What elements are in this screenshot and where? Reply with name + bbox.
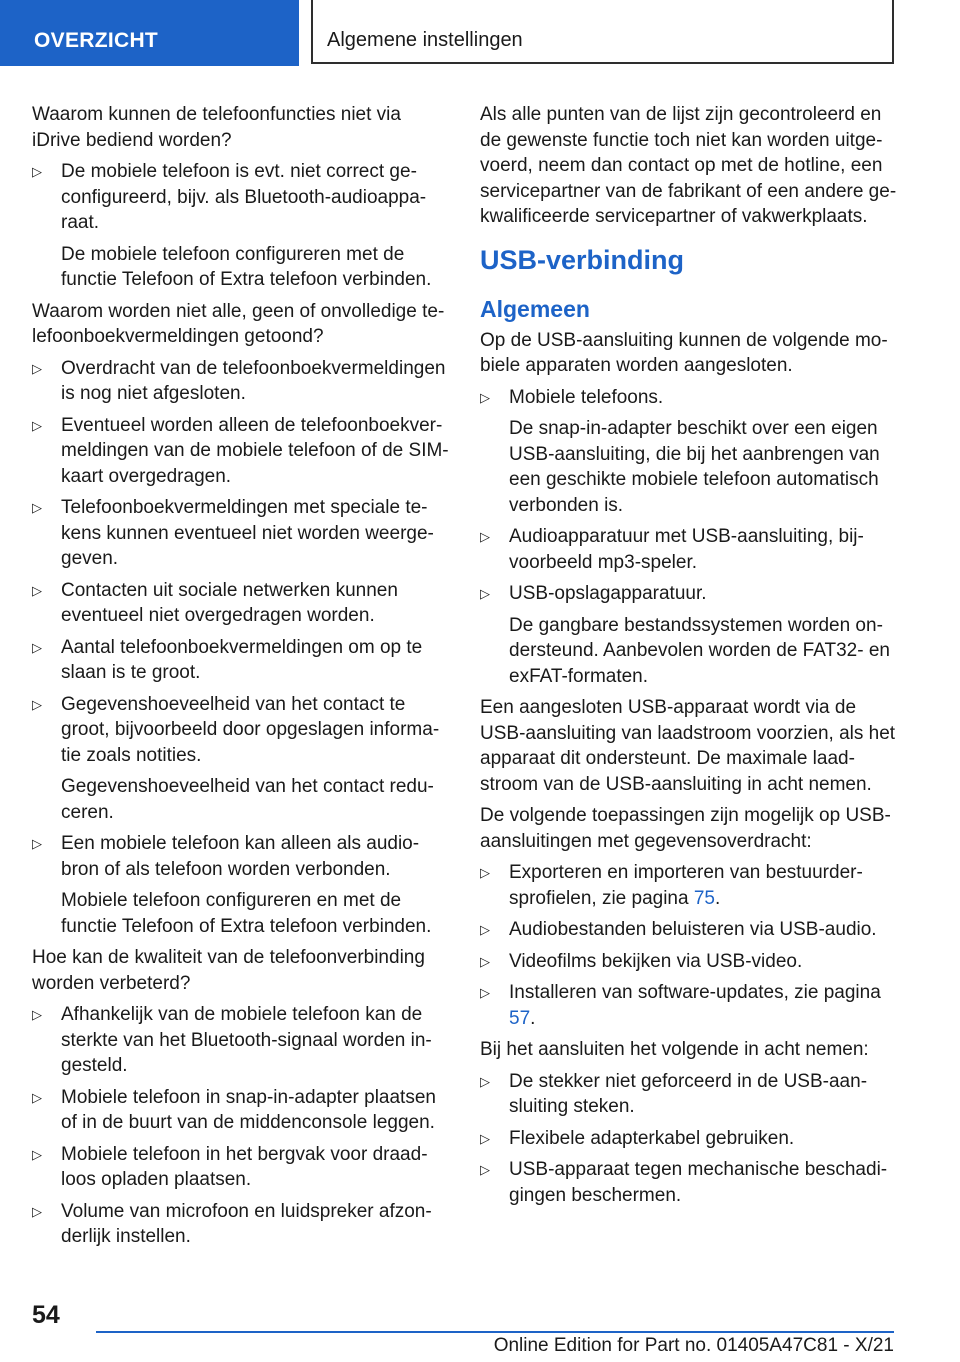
triangle-bullet-icon: ▷ [32, 1089, 42, 1105]
list-item [32, 495, 450, 572]
triangle-bullet-icon: ▷ [32, 639, 42, 655]
header-chapter-label: Algemene instellingen [327, 29, 523, 51]
list-item [480, 980, 898, 1031]
list-item [32, 159, 450, 236]
triangle-bullet-icon: ▷ [480, 586, 490, 601]
list-item-text: Mobiele telefoon in snap-in-adapter plaatsen of in de buurt van de middenconsole leggen. [61, 1086, 436, 1133]
q1-list [32, 159, 450, 293]
question-connection-quality: Hoe kan de kwaliteit van de telefoonverbinding worden verbeterd? [32, 947, 425, 994]
triangle-bullet-icon: ▷ [32, 696, 42, 712]
page-reference-link[interactable]: 57 [509, 1007, 531, 1029]
triangle-bullet-icon: ▷ [480, 529, 490, 544]
triangle-bullet-icon: ▷ [32, 836, 42, 851]
triangle-bullet-icon: ▷ [32, 1007, 42, 1022]
intro-paragraph: Als alle punten van de lijst zijn gecontroleerd en de gewenste functie toch niet kan worden uitgevoerd, neem dan contact op met de hotline, een servicepartner van de fabrikant of een andere gekwalificeerde servicepartner of vakwerkplaats. [480, 104, 897, 227]
question-phonebook: Waarom worden niet alle, geen of onvolledige telefoonboekvermeldingen getoond? [32, 300, 445, 347]
q2-list [32, 356, 450, 940]
usb-devices-paragraph: Op de USB-aansluiting kunnen de volgende mobiele apparaten worden aangesloten. [480, 329, 888, 376]
charging-paragraph: Een aangesloten USB-apparaat wordt via de USB-aansluiting van laadstroom voorzien, als het apparaat dit ondersteunt. De maximale laadstroom van de USB-aansluiting in acht nemen. [480, 697, 896, 795]
triangle-bullet-icon: ▷ [480, 953, 490, 969]
list-item-text: Installeren van software-updates, zie pagina [509, 982, 881, 1003]
list-item-text: Overdracht van de telefoonboekvermeldingen is nog niet afgesloten. [61, 357, 446, 404]
list-item [32, 1142, 450, 1193]
question-phone-functions: Waarom kunnen de telefoonfuncties niet via iDrive bediend worden? [32, 104, 401, 151]
list-item-punctuation: . [530, 1007, 536, 1029]
triangle-bullet-icon: ▷ [32, 360, 42, 376]
list-item-text: Exporteren en importeren van bestuurdersprofielen, zie pagina [509, 862, 863, 909]
usb-devices-list [480, 385, 898, 690]
triangle-bullet-icon: ▷ [32, 500, 42, 515]
list-item [480, 917, 898, 943]
heading-usb-connection: USB-verbinding [480, 244, 685, 275]
list-item-subtext: Gegevenshoeveelheid van het contact reduceren. [61, 776, 434, 823]
list-item-text: Gegevenshoeveelheid van het contact te groot, bijvoorbeeld door opgeslagen informatie zoals notities. [61, 693, 440, 766]
footer-edition: Online Edition for Part no. 01405A47C81 - X/21 [493, 1335, 894, 1356]
triangle-bullet-icon: ▷ [480, 985, 490, 1000]
list-item-text: Volume van microfoon en luidspreker afzonderlijk instellen. [61, 1200, 432, 1247]
list-item-text: Telefoonboekvermeldingen met speciale tekens kunnen eventueel niet worden weergegeven. [61, 497, 434, 569]
triangle-bullet-icon: ▷ [32, 582, 42, 598]
list-item-text: Mobiele telefoons. [509, 386, 664, 408]
triangle-bullet-icon: ▷ [480, 389, 490, 405]
list-item-subtext: De mobiele telefoon configureren met de functie Telefoon of Extra telefoon verbinden. [61, 243, 432, 290]
header-section-label: OVERZICHT [34, 29, 159, 52]
list-item [32, 1002, 450, 1079]
applications-paragraph: De volgende toepassingen zijn mogelijk op USB-aansluitingen met gegevensoverdracht: [480, 805, 891, 852]
triangle-bullet-icon: ▷ [32, 164, 42, 179]
triangle-bullet-icon: ▷ [480, 1073, 490, 1089]
connecting-list [480, 1069, 898, 1209]
header-section-tab [0, 0, 299, 66]
triangle-bullet-icon: ▷ [32, 1146, 42, 1162]
list-item-text: Contacten uit sociale netwerken kunnen eventueel niet overgedragen worden. [61, 579, 398, 626]
list-item [480, 1069, 898, 1120]
list-item [480, 860, 898, 911]
list-item [32, 356, 450, 407]
list-item [480, 1157, 898, 1208]
triangle-bullet-icon: ▷ [480, 1162, 490, 1177]
footer-rule [96, 1331, 894, 1333]
q3-list [32, 1002, 450, 1250]
list-item-text: USB-opslagapparatuur. [509, 583, 707, 604]
list-item-text: Een mobiele telefoon kan alleen als audiobron of als telefoon worden verbonden. [61, 833, 420, 880]
list-item-subtext: De gangbare bestandssystemen worden ondersteund. Aanbevolen worden de FAT32- en exFAT-formaten. [509, 614, 890, 687]
list-item-text: Eventueel worden alleen de telefoonboekvermeldingen van de mobiele telefoon of de SIM-kaart overgedragen. [61, 414, 449, 487]
applications-list [480, 860, 898, 1031]
list-item [32, 831, 450, 882]
list-item [480, 1126, 898, 1152]
page-reference-link[interactable]: 75 [693, 887, 715, 909]
triangle-bullet-icon: ▷ [480, 1130, 490, 1146]
list-item [32, 578, 450, 629]
left-column [32, 102, 450, 1256]
list-item-subtext: De snap-in-adapter beschikt over een eigen USB-aansluiting, die bij het aanbrengen van een geschikte mobiele telefoon automatisch verbonden is. [509, 418, 880, 516]
list-item-text: Audiobestanden beluisteren via USB-audio. [509, 919, 877, 940]
list-item [480, 581, 898, 607]
list-item-subtext: Mobiele telefoon configureren en met de functie Telefoon of Extra telefoon verbinden. [61, 890, 432, 937]
list-item [480, 524, 898, 575]
page-number: 54 [32, 1301, 60, 1329]
list-item [32, 413, 450, 490]
list-item-text: De mobiele telefoon is evt. niet correct geconfigureerd, bijv. als Bluetooth-audioapparaat. [61, 161, 427, 233]
list-item [32, 692, 450, 769]
list-item-text: Afhankelijk van de mobiele telefoon kan de sterkte van het Bluetooth-signaal worden ingesteld. [61, 1004, 432, 1076]
list-item [32, 1199, 450, 1250]
list-item-punctuation: . [714, 887, 721, 909]
list-item-text: De stekker niet geforceerd in de USB-aansluiting steken. [509, 1070, 868, 1117]
triangle-bullet-icon: ▷ [32, 1203, 42, 1219]
triangle-bullet-icon: ▷ [32, 417, 42, 433]
triangle-bullet-icon: ▷ [480, 922, 490, 937]
header-chapter-box [311, 0, 894, 64]
list-item [32, 1085, 450, 1136]
right-column [480, 102, 898, 1214]
list-item-text: Aantal telefoonboekvermeldingen om op te slaan is te groot. [61, 636, 423, 683]
heading-general: Algemeen [480, 295, 590, 322]
list-item [480, 949, 898, 975]
triangle-bullet-icon: ▷ [480, 865, 490, 880]
list-item [480, 385, 898, 411]
list-item-text: Videofilms bekijken via USB-video. [509, 950, 803, 972]
list-item-text: Mobiele telefoon in het bergvak voor draadloos opladen plaatsen. [61, 1143, 428, 1190]
list-item-text: USB-apparaat tegen mechanische beschadigingen beschermen. [509, 1159, 888, 1206]
list-item [32, 635, 450, 686]
connecting-paragraph: Bij het aansluiten het volgende in acht nemen: [480, 1039, 869, 1060]
list-item-text: Audioapparatuur met USB-aansluiting, bijvoorbeeld mp3-speler. [509, 526, 864, 573]
list-item-text: Flexibele adapterkabel gebruiken. [509, 1127, 795, 1149]
